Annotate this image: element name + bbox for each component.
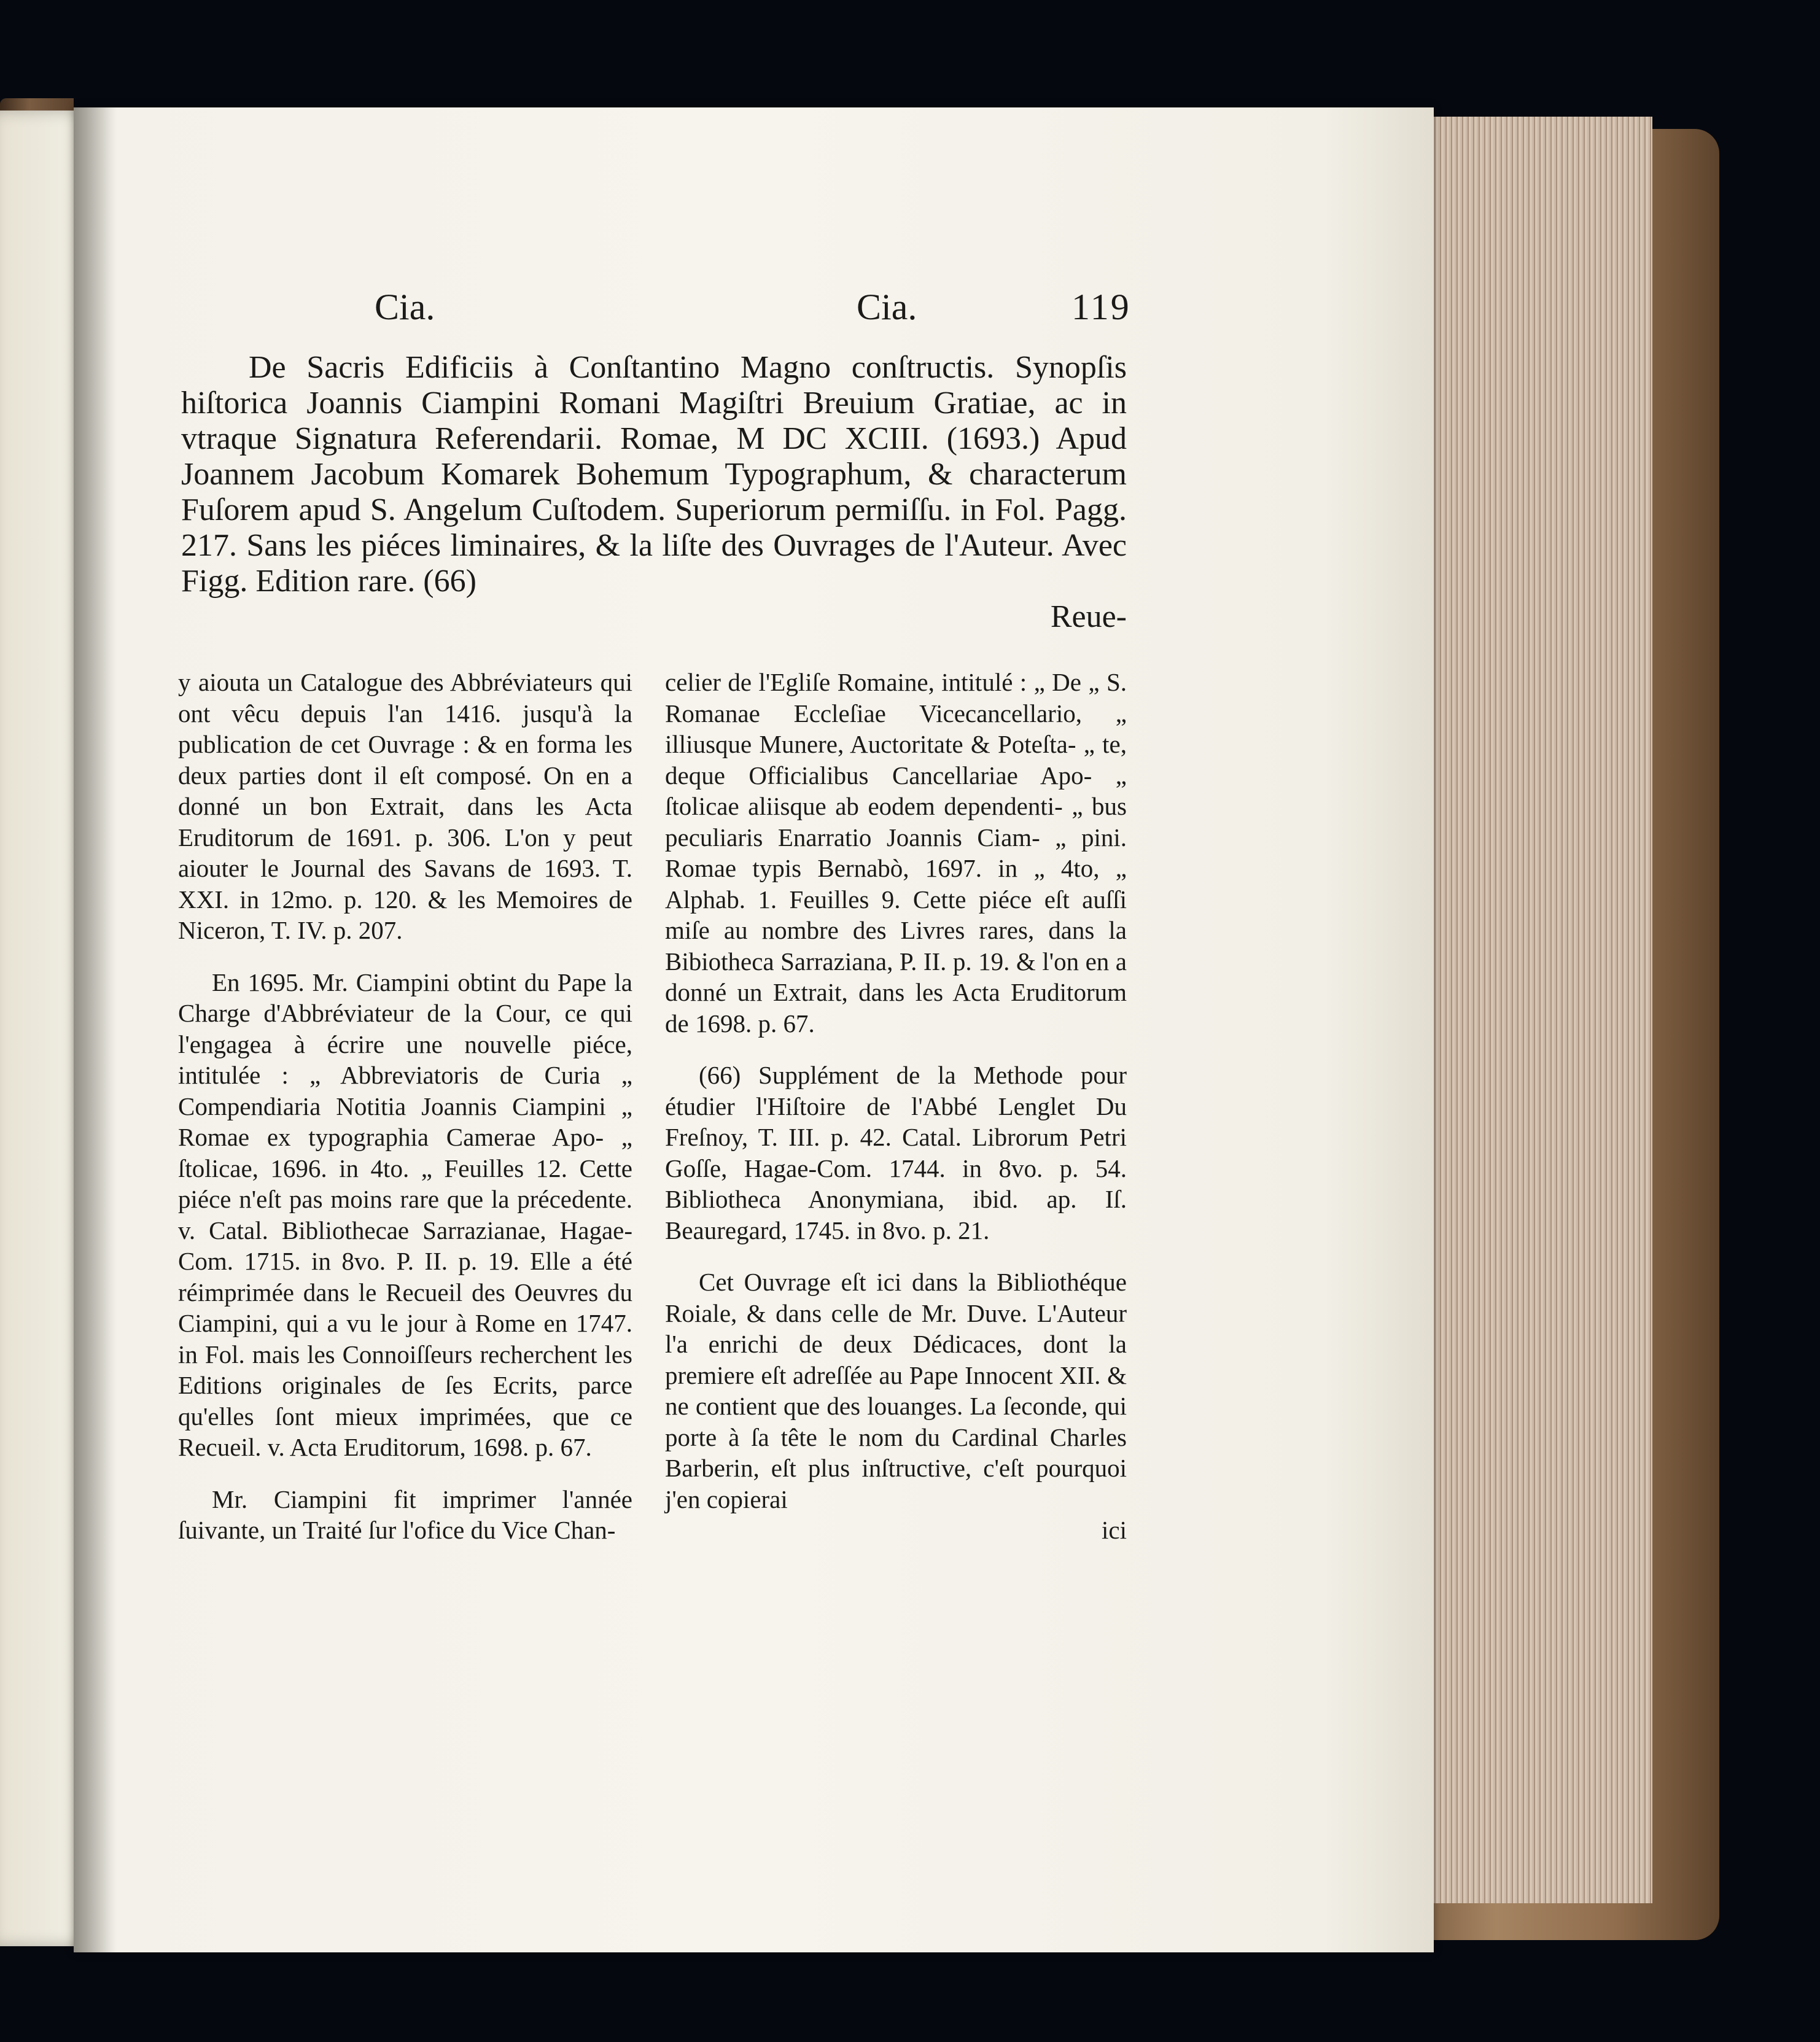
page-block-edge [1412,117,1652,1903]
bibliographic-entry [181,350,1127,635]
entry-catchword: Reue- [1050,599,1127,634]
page-gutter-shadow [74,107,117,1952]
entry-text: De Sacris Edificiis à Conſtantino Magno conſtructis. Synopſis hiſtorica Joannis Ciampini Romani Magiſtri Breuium Gratiae, ac in vtraque Signatura Referendarii. Romae, M DC XCIII. (1693.) Apud Joannem Jacobum Komarek Bohemum Typographum, & characterum Fuſorem apud S. Angelum Cuſtodem. Superiorum permiſſu. in Fol. Pagg. 217. Sans les piéces liminaires, & la liſte des Ouvrages de l'Auteur. Avec Figg. Edition rare. (66) [181,350,1127,599]
left-paragraph-3: Mr. Ciampini fit imprimer l'année ſuivante, un Traité ſur l'ofice du Vice Chan- [178,1485,632,1544]
running-head-left: Cia. [375,287,435,327]
right-paragraph-2: (66) Supplément de la Methode pour étudier l'Hiſtoire de l'Abbé Lenglet Du Freſnoy, T. III. p. 42. Catal. Librorum Petri Goſſe, Hagae-Com. 1744. in 8vo. p. 54. Bibliotheca Anonymiana, ibid. ap. Iſ. Beauregard, 1745. in 8vo. p. 21. [665,1061,1127,1244]
right-catchword: ici [1102,1516,1127,1544]
right-column [665,667,1127,1546]
left-column [178,667,632,1546]
left-paragraph-2: En 1695. Mr. Ciampini obtint du Pape la Charge d'Abbréviateur de la Cour, ce qui l'engagea à écrire une nouvelle piéce, intitulée : „ Abbreviatoris de Curia „ Compendiaria Notitia Joannis Ciampini „ Romae ex typographia Camerae Apo- „ ſtolicae, 1696. in 4to. „ Feuilles 12. Cette piéce n'eſt pas moins rare que la précedente. v. Catal. Bibliothecae Sarrazianae, Hagae-Com. 1715. in 8vo. P. II. p. 19. Elle a été réimprimée dans le Recueil des Oeuvres du Ciampini, qui a vu le jour à Rome en 1747. in Fol. mais les Connoiſſeurs recherchent les Editions originales de ſes Ecrits, parce qu'elles ſont mieux imprimées, que ce Recueil. v. Acta Eruditorum, 1698. p. 67. [178,968,632,1461]
right-paragraph-3: Cet Ouvrage eſt ici dans la Bibliothéque Roiale, & dans celle de Mr. Duve. L'Auteur l'a enrichi de deux Dédicaces, dont la premiere eſt adreſſée au Pape Innocent XII. & ne contient que des louanges. La ſeconde, qui porte à ſa tête le nom du Cardinal Charles Barberin, eſt plus inſtructive, c'eſt pourquoi j'en copierai [665,1268,1127,1513]
left-paragraph-1: y aiouta un Catalogue des Abbréviateurs qui ont vêcu depuis l'an 1416. jusqu'à la publication de cet Ouvrage : & en forma les deux parties dont il eſt composé. On en a donné un bon Extrait, dans les Acta Eruditorum de 1691. p. 306. L'on y peut aiouter le Journal des Savans de 1693. T. XXI. in 12mo. p. 120. & les Memoires de Niceron, T. IV. p. 207. [178,668,632,944]
running-head-center: Cia. [857,287,917,327]
right-paragraph-1: celier de l'Egliſe Romaine, intitulé : „ De „ S. Romanae Eccleſiae Vicecancellario, „ illiusque Munere, Auctoritate & Poteſta- „ te, deque Officialibus Cancellariae Apo- „ ſtolicae aliisque ab eodem dependenti- „ bus peculiaris Enarratio Joannis Ciam- „ pini. Romae typis Bernabò, 1697. in „ 4to, „ Alphab. 1. Feuilles 9. Cette piéce eſt auſſi miſe au nombre des Livres rares, dans la Bibiotheca Sarraziana, P. II. p. 19. & l'on en a donné un Extrait, dans les Acta Eruditorum de 1698. p. 67. [665,668,1127,1038]
page-number: 119 [1071,287,1131,327]
